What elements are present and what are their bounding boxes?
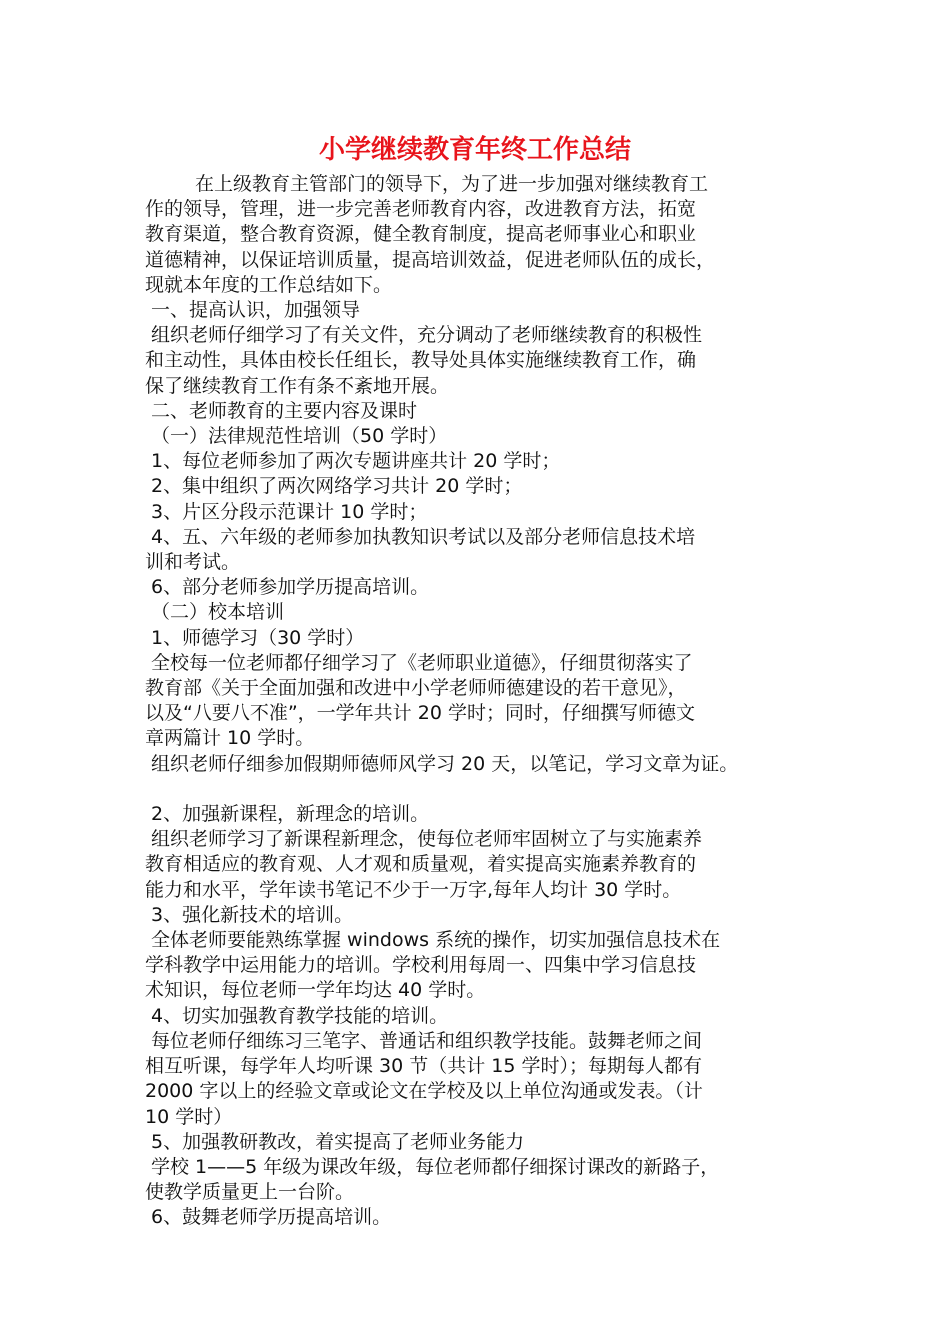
text-line: 组织老师学习了新课程新理念，使每位老师牢固树立了与实施素养	[151, 828, 703, 851]
text-line: 相互听课，每学年人均听课 30 节（共计 15 学时）；每期每人都有	[145, 1055, 703, 1078]
text-line: 术知识，每位老师一学年均达 40 学时。	[145, 979, 486, 1002]
text-line: 使教学质量更上一台阶。	[145, 1181, 355, 1204]
text-line: 二、老师教育的主要内容及课时	[151, 399, 418, 422]
text-line: 4、切实加强教育教学技能的培训。	[151, 1004, 449, 1027]
text-line: 每位老师仔细练习三笔字、普通话和组织教学技能。鼓舞老师之间	[151, 1029, 703, 1052]
text-line: （二）校本培训	[151, 601, 285, 624]
text-line: 章两篇计 10 学时。	[145, 727, 315, 750]
text-line: 2、加强新课程，新理念的培训。	[151, 803, 430, 826]
text-line: 教育部《关于全面加强和改进中小学老师师德建设的若干意见》，	[145, 677, 687, 700]
text-line: 6、部分老师参加学历提高培训。	[151, 576, 430, 599]
text-line: 以及“八要八不准”，一学年共计 20 学时；同时，仔细撰写师德文	[145, 702, 695, 725]
text-line: 学科教学中运用能力的培训。学校利用每周一、四集中学习信息技	[145, 954, 697, 977]
text-line: 1、师德学习（30 学时）	[151, 626, 365, 649]
text-line: 道德精神，以保证培训质量，提高培训效益，促进老师队伍的成长，	[145, 248, 716, 271]
text-line: 1、每位老师参加了两次专题讲座共计 20 学时；	[151, 450, 561, 473]
text-line: 在上级教育主管部门的领导下，为了进一步加强对继续教育工	[195, 173, 709, 195]
text-line: 保了继续教育工作有条不紊地开展。	[145, 374, 450, 397]
text-line: 现就本年度的工作总结如下。	[145, 273, 393, 296]
blank-line	[145, 777, 825, 802]
text-line: 5、加强教研教改，着实提高了老师业务能力	[151, 1130, 525, 1153]
text-line: 3、片区分段示范课计 10 学时；	[151, 500, 428, 523]
text-line: 10 学时）	[145, 1105, 233, 1128]
text-line: 能力和水平，学年读书笔记不少于一万字,每年人均计 30 学时。	[145, 878, 682, 901]
text-line: 作的领导，管理，进一步完善老师教育内容，改进教育方法，拓宽	[145, 198, 697, 221]
text-line: 和主动性，具体由校长任组长，教导处具体实施继续教育工作，确	[145, 349, 697, 372]
text-line: 4、五、六年级的老师参加执教知识考试以及部分老师信息技术培	[151, 525, 696, 548]
text-line: 学校 1——5 年级为课改年级，每位老师都仔细探讨课改的新路子，	[151, 1155, 720, 1178]
text-line: 训和考试。	[145, 551, 241, 574]
document-body	[145, 172, 825, 1231]
text-line: 教育渠道，整合教育资源，健全教育制度，提高老师事业心和职业	[145, 223, 697, 246]
text-line: 3、强化新技术的培训。	[151, 903, 354, 926]
text-line: 2000 字以上的经验文章或论文在学校及以上单位沟通或发表。（计	[145, 1080, 703, 1103]
document-title: 小学继续教育年终工作总结	[318, 135, 631, 165]
text-line: 组织老师仔细学习了有关文件，充分调动了老师继续教育的积极性	[151, 324, 703, 347]
text-line: 全校每一位老师都仔细学习了《老师职业道德》，仔细贯彻落实了	[151, 651, 693, 674]
text-line: 教育相适应的教育观、人才观和质量观，着实提高实施素养教育的	[145, 853, 697, 876]
text-line: 6、鼓舞老师学历提高培训。	[151, 1206, 392, 1229]
text-line: 全体老师要能熟练掌握 windows 系统的操作，切实加强信息技术在	[151, 929, 721, 952]
text-line: 组织老师仔细参加假期师德师风学习 20 天，以笔记，学习文章为证。	[151, 752, 739, 775]
text-line: （一）法律规范性培训（50 学时）	[151, 425, 448, 448]
text-line: 2、集中组织了两次网络学习共计 20 学时；	[151, 475, 523, 498]
text-line: 一、提高认识，加强领导	[151, 299, 361, 322]
